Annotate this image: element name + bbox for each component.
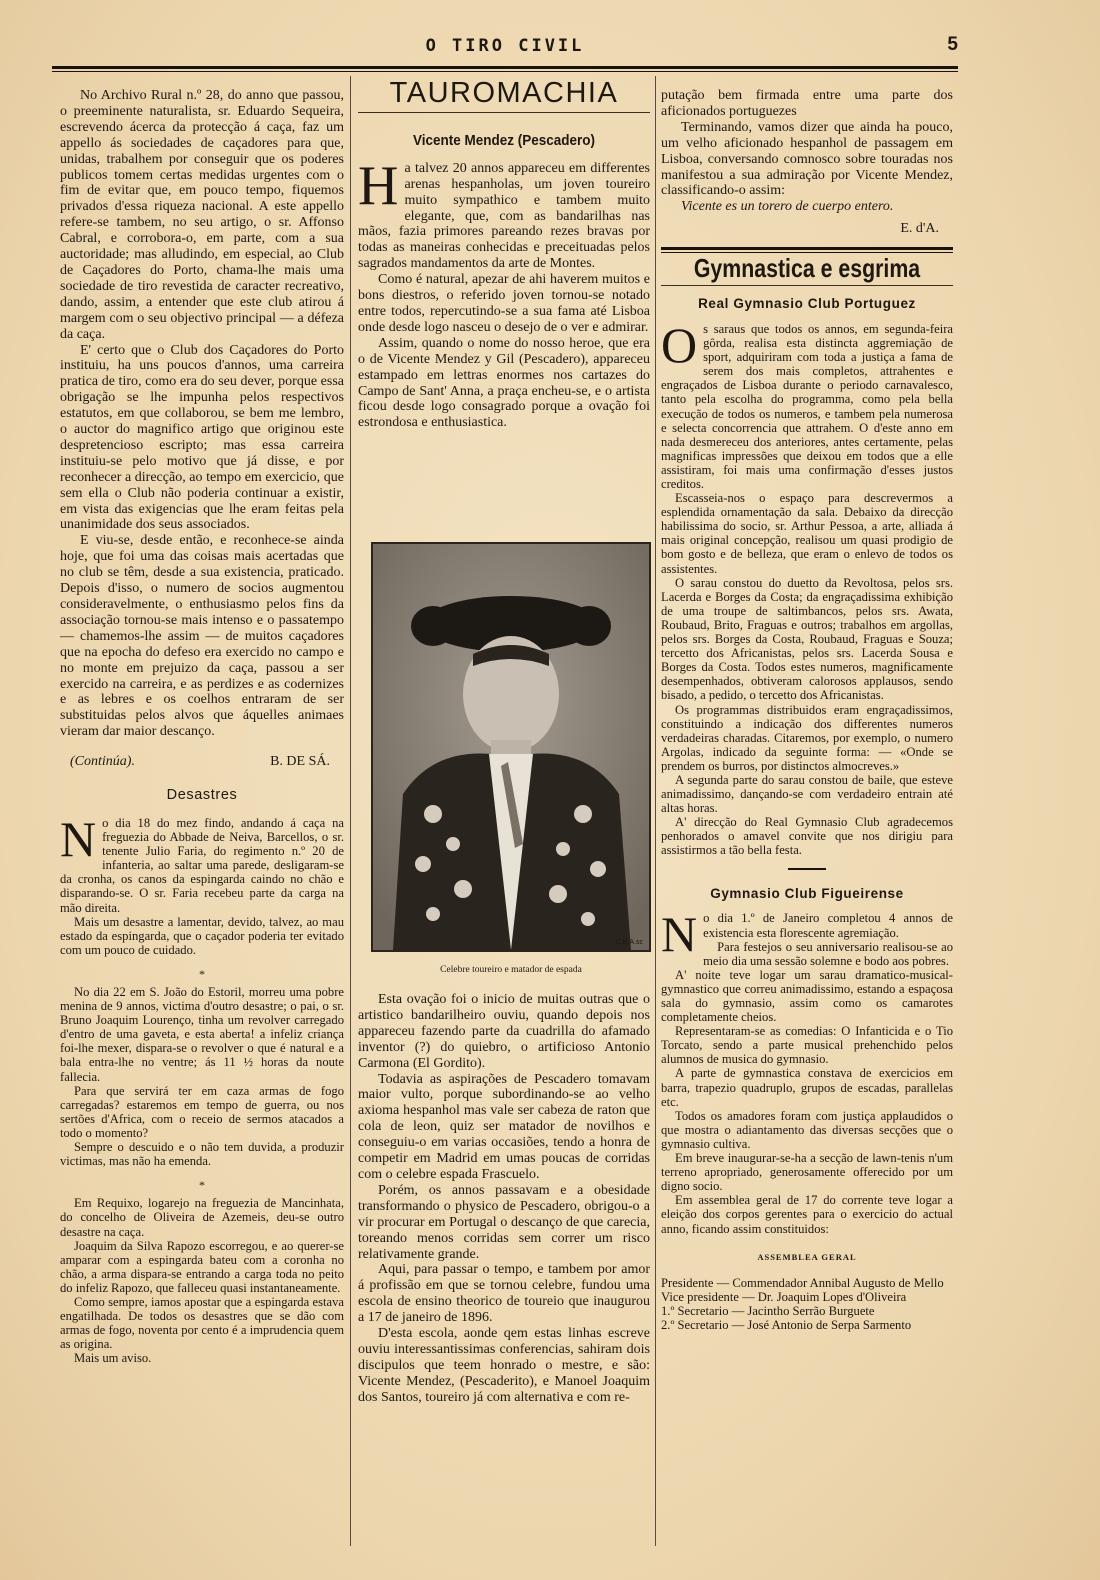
left-paragraph: E viu-se, desde então, e reconhece-se ainda hoje, que foi uma das coisas mais acertadas que no club se têm, desde a sua existencia, praticado. Depois d'isso, o numero de socios augmentou consideravelmente, o enthusiasmo pelos fins da associação tornou-se mais intenso e o passatempo — chamemos-lhe assim — de muitos caçadores que na epocha do defeso era exercido no campo e no monte em prejuizo da caça, passou a ser exercido na carreira, e as perdizes e as codernizes e as lebres e os coelhos entraram de ser substituidas pelos alvos que áquelles animaes vieram dar maior descanço. [60,533,344,740]
desastres-paragraph: Mais um desastre a lamentar, devido, talvez, ao mau estado da espingarda, que o caçador poderia ter evitado com um pouco de cuidado. [60,914,344,957]
real-gymnasio-paragraph: A' direcção do Real Gymnasio Club agradecemos penhorados o amavel convite que nos dirigiu para assistirmos a tão bella festa. [661,815,953,858]
article-signature: E. d'A. [900,221,939,237]
section-asterisk: * [199,966,205,981]
tauromachia-paragraph: Porém, os annos passavam e a obesidade transformando o physico de Pescadero, obrigou-o a vir procurar em Portugal o descanço de que carecia, toreando menos corridas sem correr um risco relativamente grande. [358,1182,650,1262]
tauromachia-paragraph: putação bem firmada entre uma parte dos aficionados portuguezes [661,88,953,119]
portrait-illustration [373,544,649,950]
officer-entry: Presidente — Commendador Annibal Augusto de Mello [661,1275,944,1290]
figueirense-article [661,906,953,1332]
tauromachia-paragraph: Aqui, para passar o tempo, e tambem por amor á profissão em que se tornou celebre, fundou uma escola de ensino theorico de toureio que inaugurou a 17 de janeiro de 1896. [358,1262,650,1326]
figueirense-paragraph: Representaram-se as comedias: O Infanticida e o Tio Torcato, sendo a parte musical prehenchido pelos alumnos de musica do gymnasio. [661,1024,953,1067]
tauromachia-title: TAUROMACHIA [389,77,619,109]
real-gymnasio-article [661,316,953,858]
left-paragraph: No Archivo Rural n.º 28, do anno que passou, o preeminente naturalista, sr. Eduardo Sequeira, escrevendo ácerca da protecção á caça, faz um appello ás sociedades de caçadores para que, unidas, trabalhem por conseguir que os poderes publicos tomem certas medidas urgentes com o fim de evitar que, em pouco tempo, fiquemos privados d'essa riqueza nacional. A este appello refere-se tambem, no seu artigo, o sr. Affonso Cabral, e corrobora-o, em parte, com a sua auctoridade; mas alludindo, em especial, ao Club de Caçadores do Porto, chama-lhe mais uma sociedade de tiro revestida de caracter recreativo, dando, assim, a entender que este club atirou á margem com o seu objectivo principal — a défeza da caça. [60,88,344,342]
column-divider-right [655,76,656,1546]
desastres-paragraph: Sempre o descuido e o não tem duvida, a produzir victimas, mas não ha emenda. [60,1140,344,1169]
drop-cap: N [60,810,97,867]
tauromachia-paragraph: Esta ovação foi o inicio de muitas outras que o artistico bandarilheiro ouviu, quando depois nos appareceu fazendo parte da cuadrilla do afamado inventor (?) do quiebro, o artificioso Antonio Carmona (El Gordito). [358,992,650,1071]
desastres-paragraph: Joaquim da Silva Rapozo escorregou, e ao querer-se amparar com a espingarda bateu com a coronha no chão, a arma dispara-se entrando a carga toda no peito do infeliz Rapozo, que falleceu quasi instantaneamente. [60,1238,344,1295]
title-rule [358,112,650,113]
real-gymnasio-paragraph: A segunda parte do sarau constou de baile, que esteve animadissimo, dançando-se com verdadeiro entrain até altas horas. [661,772,953,816]
figueirense-paragraph: A parte de gymnastica constava de exercicios em barra, trapezio quadruplo, grupos de escadas, parallelas etc. [661,1066,953,1109]
left-paragraph: E' certo que o Club dos Caçadores do Porto instituiu, ha uns poucos d'annos, uma carreira pratica de tiro, como era do seu dever, porque essa obrigação se lhe impunha pelos respectivos estatutos, em que collaborou, se bem me lembro, o auctor do magnifico artigo que originou este despretencioso escripto; mas essa carreira instituiu-se pelo motivo que já disse, e por reconhecer a direcção, ao tempo em exercicio, que sem ella o Club não poderia continuar a existir, em vista das exigencias que lhe eram feitas pela unanimidade dos seus associados. [60,342,344,533]
officer-entry: Vice presidente — Dr. Joaquim Lopes d'Oliveira [661,1289,907,1304]
spanish-quote: Vicente es un torero de cuerpo entero. [681,199,894,215]
desastres-paragraph: o dia 18 do mez findo, andando á caça na freguezia do Abbade de Neiva, Barcellos, o sr. tenente Julio Faria, do regimento n.º 20 de infanteria, ao saltar uma parede, desligaram-se da cronha, os canos da espingarda caindo no chão e disparando-se. O sr. Faria recebeu parte da carga na mão direita. [60,815,344,915]
header-rule [52,66,958,69]
figueirense-paragraph: o dia 1.º de Janeiro completou 4 annos de existencia esta florescente agremiação. [703,911,953,940]
gymnastica-title: Gymnastica e esgrima [693,253,921,284]
left-column [60,88,344,1365]
photo-caption: Celebre toureiro e matador de espada [440,965,582,975]
header-rule-thin [52,71,958,72]
engraver-mark: C.B.A.sc [615,939,643,946]
figueirense-paragraph: Em breve inaugurar-se-ha a secção de lawn-tenis n'um terreno apropriado, generosamente offerecido por um digno socio. [661,1151,953,1194]
desastres-paragraph: Para que servirá ter em caza armas de fogo carregadas? estaremos em tempo de guerra, ou nos sertões d'Africa, com o receio de sermos atacados a todo o momento? [60,1083,344,1140]
newspaper-title: O TIRO CIVIL [425,36,585,56]
real-gymnasio-heading: Real Gymnasio Club Portuguez [698,296,916,312]
tauromachia-paragraph: Todavia as aspirações de Pescadero tomavam maior vulto, porque subordinando-se ao velho axioma hespanhol mas vale ser cabeza de raton que cola de leon, quiz ser matador de novilhos e conseguiu-o em varias occasiões, tendo a honra de competir em Madrid em umas poucas de corridas com o celebre espada Frascuelo. [358,1071,650,1182]
officer-entry: 1.º Secretario — Jacintho Serrão Burguete [661,1303,875,1318]
continua-note: (Continúa). [70,754,135,770]
figueirense-paragraph: Em assemblea geral de 17 do corrente teve logar a eleição dos corpos gerentes para o exercicio do actual anno, ficando assim constituidos: [661,1193,953,1236]
officer-entry: 2.º Secretario — José Antonio de Serpa Sarmento [661,1317,912,1332]
drop-cap: N [661,906,698,963]
figueirense-heading: Gymnasio Club Figueirense [710,885,904,901]
tauromachia-paragraph: Terminando, vamos dizer que ainda ha pouco, um velho aficionado hespanhol de passagem em Lisboa, conversando comnosco sobre touradas nos manifestou a sua admiração por Vicente Mendez, classificando-o assim: [661,119,953,199]
real-gymnasio-paragraph: s saraus que todos os annos, em segunda-feira gôrda, realisa esta distincta aggremiação de sport, adquiriram com toda a justiça a fama de serem dos mais completos, attrahentes e engraçados de Lisboa durante o periodo carnavalesco, tanto pela escolha do programma, como pela bella execução de todos os numeros, e tambem pela numerosa e selecta concorrencia que attrahem. O d'este anno em nada desmereceu dos anteriores, antes certamente, pelas magnificas impressões que deixou em todos que a elle assistiram, foi mais uma confirmação d'esses justos creditos. [661,321,953,491]
right-column [661,88,953,1332]
desastres-paragraph: Mais um aviso. [74,1351,152,1366]
desastres-paragraph: No dia 22 em S. João do Estoril, morreu uma pobre menina de 9 annos, victima d'outro desastre; o pai, o sr. Bruno Joaquim Lourenço, tinha um revolver carregado d'entro de uma gaveta, e esta aberta! a infeliz criança foi-lhe mexer, dispara-se o revolver o que é natural e a bala entra-lhe no ventre; ás 11 ½ horas da noute fallecia. [60,985,344,1084]
middle-column [358,77,650,431]
author-signature: B. DE SÁ. [270,754,330,770]
article-subtitle: Vicente Mendez (Pescadero) [412,131,596,149]
figueirense-paragraph: Todos os amadores foram com justiça applaudidos o que mostra o adiantamento das diversas secções que o gymnasio cultiva. [661,1108,953,1151]
page-header [52,36,958,58]
middle-column-lower [358,992,650,1406]
desastres-paragraph: Em Requixo, logarejo na freguezia de Mancinhata, do concelho de Oliveira de Azemeis, deu-se outro desastre na caça. [60,1196,344,1239]
short-divider [788,868,826,870]
real-gymnasio-paragraph: Os programmas distribuidos eram engraçadissimos, constituindo a indicação dos differentes numeros verdadeiras charadas. Citaremos, por exemplo, o numero Argolas, indicado da seguinte forma: — «Onde se prendem os burros, por distinctos almocreves.» [661,702,953,773]
column-divider-left [350,76,351,1546]
page-number: 5 [947,34,958,55]
real-gymnasio-paragraph: O sarau constou do duetto da Revoltosa, pelos srs. Lacerda e Borges da Costa; da engraçadissima exhibição de uma troupe de saltimbancos, pelos srs. Awata, Roubaud, Brito, Fraguas e outros; trabalhos em argollas, pelos srs. Borges da Costa, Roubaud, Fraguas e Souza; tercetto dos Africanistas, pelos srs. Lacerda Sousa e Borges da Costa. Todos estes numeros, magnificamente desempenhados, obtiveram calorosos applausos, sendo bisado, a pedido, o tercetto dos Africanistas. [661,575,953,703]
tauromachia-paragraph: Assim, quando o nome do nosso heroe, que era o de Vicente Mendez y Gil (Pescadero), appareceu estampado em lettras enormes nos cartazes do Campo de Sant' Anna, a praça encheu-se, e o artista ficou desde logo consagrado porque a ovação foi estrondosa e enthusiastica. [358,335,650,431]
tauromachia-paragraph: a talvez 20 annos appareceu em differentes arenas hespanholas, um joven toureiro muito sympathico e tambem muito elegante, que, com as bandarilhas nas mãos, fazia primores pareando rezes bravas por todas as maneiras conhecidas e preceituadas pelos sagrados mandamentos da arte de Montes. [358,160,650,272]
desastres-paragraph: Como sempre, iamos apostar que a espingarda estava engatilhada. De todos os desastres que se dão com armas de fogo, noventa por cento é a imprudencia quem as origina. [60,1294,344,1352]
tauromachia-paragraph: Como é natural, apezar de ahi haverem muitos e bons diestros, o referido joven tornou-se notado entre todos, repercutindo-se a sua fama até Lisboa onde desde logo nasceu o desejo de o ver e admirar. [358,272,650,335]
section-rule [661,247,953,250]
figueirense-paragraph: A' noite teve logar um sarau dramatico-musical-gymnastico que correu animadissimo, estando a espaçosa sala do gymnasio, assim como os camarotes completamente cheios. [661,967,953,1025]
tauromachia-paragraph: D'esta escola, aonde qem estas linhas escreve ouviu interessantissimas conferencias, sahiram dois discipulos que teem honrado o mestre, e são: Vicente Mendez, (Pescaderito), e Manoel Joaquim dos Santos, toureiro já com alternativa e com re- [358,1326,650,1405]
desastres-heading: Desastres [166,787,238,804]
title-rule [661,285,953,286]
real-gymnasio-paragraph: Escasseia-nos o espaço para descrevermos a esplendida ornamentação da sala. Debaixo da direcção habilissima do socio, sr. Arthur Pessoa, a arte, alliada á mais original concepção, realisou um quasi prodigio de bom gosto e de belleza, que eram o enlevo de todos os assistentes. [661,491,953,576]
figueirense-paragraph: Para festejos o seu anniversario realisou-se ao meio dia uma sessão solemne e bodo aos pobres. [703,939,953,968]
assembleia-heading: ASSEMBLEA GERAL [757,1251,857,1262]
drop-cap: H [358,154,399,217]
section-asterisk: * [199,1178,205,1193]
article-signature-row [60,754,344,770]
drop-cap: O [661,316,698,373]
bullfighter-portrait [371,542,651,952]
desastres-article [60,810,344,1366]
